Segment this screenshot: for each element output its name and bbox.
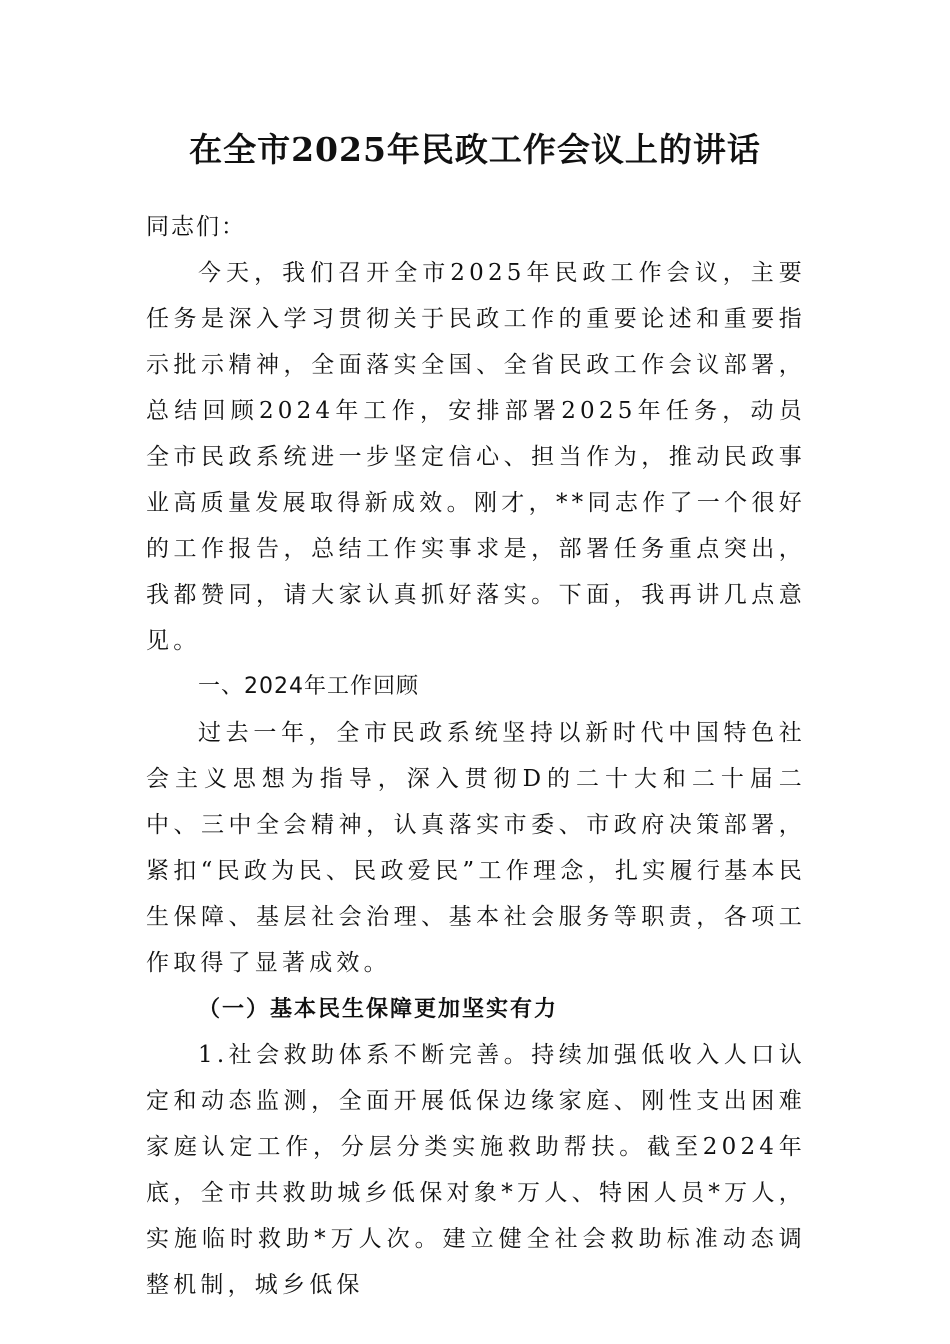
opening-paragraph: 今天，我们召开全市2025年民政工作会议，主要任务是深入学习贯彻关于民政工作的重要论述和重要指示批示精神，全面落实全国、全省民政工作会议部署，总结回顾2024年工作，安排部署2025年任务，动员全市民政系统进一步坚定信心、担当作为，推动民政事业高质量发展取得新成效。刚才，**同志作了一个很好的工作报告，总结工作实事求是，部署任务重点突出，我都赞同，请大家认真抓好落实。下面，我再讲几点意见。 bbox=[146, 260, 806, 654]
subsection-heading-livelihood: （一）基本民生保障更加坚实有力 bbox=[198, 996, 559, 1022]
section-review-paragraph: 过去一年，全市民政系统坚持以新时代中国特色社会主义思想为指导，深入贯彻D的二十大和二十届二中、三中全会精神，认真落实市委、市政府决策部署，紧扣“民政为民、民政爱民”工作理念，扎实履行基本民生保障、基层社会治理、基本社会服务等职责，各项工作取得了显著成效。 bbox=[146, 720, 806, 976]
document-body bbox=[146, 204, 806, 1308]
subsection-livelihood-paragraph: 1.社会救助体系不断完善。持续加强低收入人口认定和动态监测，全面开展低保边缘家庭、刚性支出困难家庭认定工作，分层分类实施救助帮扶。截至2024年底，全市共救助城乡低保对象*万人、特困人员*万人，实施临时救助*万人次。建立健全社会救助标准动态调整机制，城乡低保 bbox=[146, 1042, 806, 1298]
section-heading-review: 一、2024年工作回顾 bbox=[198, 674, 419, 699]
salutation: 同志们： bbox=[146, 214, 246, 240]
document-title: 在全市2025年民政工作会议上的讲话 bbox=[189, 130, 761, 169]
